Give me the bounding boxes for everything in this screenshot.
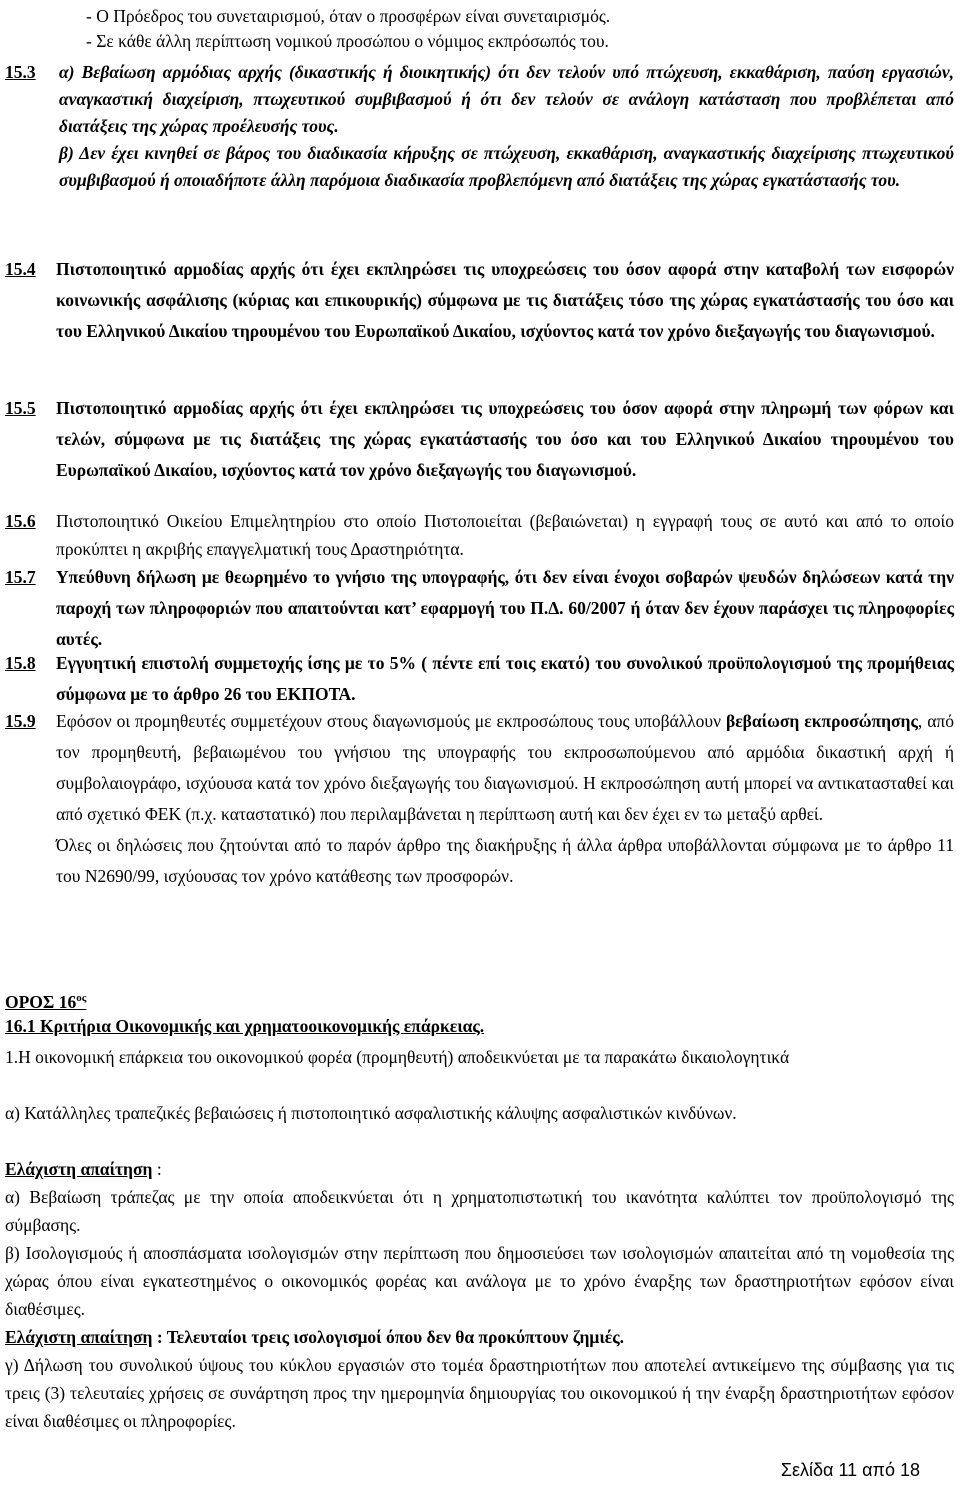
min-requirement-2: Ελάχιστη απαίτηση : Τελευταίοι τρεις ισολογισμοί όπου δεν θα προκύπτουν ζημιές. [5,1327,624,1347]
item-text: Εφόσον οι προμηθευτές συμμετέχουν στους διαγωνισμούς με εκπροσώπους τους υποβάλλουν βεβαίωση εκπροσώπησης, από τον προμηθευτή, βεβαιωμένου του γνήσιου της υπογραφής του εκπροσωπούμενου από αρμόδια δικαστική αρχή ή συμβολαιογράφο, ισχύουσα κατά τον χρόνο διεξαγωγής του διαγωνισμού. Η εκπροσώπηση αυτή μπορεί να αντικατασταθεί και από σχετικό ΦΕΚ (π.χ. καταστατικό) που περιλαμβάνεται η περίπτωση αυτή και δεν έχει εν τω μεταξύ αρθεί. [56,711,954,824]
item-15-7 [5,562,954,655]
item-text: Πιστοποιητικό αρμοδίας αρχής ότι έχει εκπληρώσει τις υποχρεώσεις του όσον αφορά στην καταβολή των εισφορών κοινωνικής ασφάλισης (κύριας και επικουρικής) σύμφωνα με τις διατάξεις τόσο της χώρας εγκατάστασής του όσο και του Ελληνικού Δικαίου τηρουμένου του Ευρωπαϊκού Δικαίου, ισχύοντος κατά τον χρόνο διεξαγωγής του διαγωνισμού. [56,259,954,341]
term-heading: ΟΡΟΣ $16^{o\varsigma}$ [5,991,87,1012]
item-15-8 [5,648,954,710]
min-requirement-1: Ελάχιστη απαίτηση : [5,1159,162,1179]
item-15-3 [5,59,954,194]
item-15-3-b: β) Δεν έχει κινηθεί σε βάρος του διαδικασία κήρυξης σε πτώχευση, εκκαθάριση, αναγκαστικής διαχείρισης πτωχευτικού συμβιβασμού ή οποιαδήποτε άλλη παρόμοια διαδικασία προβλεπόμενη από διατάξεις της χώρας εγκατάστασής του. [59,143,954,190]
item-text: Εγγυητική επιστολή συμμετοχής ίσης με το 5% ( πέντε επί τοις εκατό) του συνολικού προϋπολογισμού της προμήθειας σύμφωνα με το άρθρο 26 του ΕΚΠΟΤΑ. [56,653,954,704]
min-requirement-label: Ελάχιστη απαίτηση [5,1327,153,1347]
item-number: 15.8 [5,653,36,673]
paragraph-1: 1.Η οικονομική επάρκεια του οικονομικού φορέα (προμηθευτή) αποδεικνύεται με τα παρακάτω δικαιολογητικά [5,1047,790,1067]
representation-certificate: βεβαίωση εκπροσώπησης [725,711,918,731]
paragraph-2: α) Κατάλληλες τραπεζικές βεβαιώσεις ή πιστοποιητικό ασφαλιστικής κάλυψης ασφαλιστικών κινδύνων. [5,1103,737,1123]
item-number: 15.6 [5,511,36,531]
item-15-4 [5,254,954,347]
item-15-3-a: α) Βεβαίωση αρμόδιας αρχής (δικαστικής ή διοικητικής) ότι δεν τελούν υπό πτώχευση, εκκαθάριση, παύση εργασιών, αναγκαστική διαχείριση, πτωχευτικού συμβιβασμού ή ότι δεν τελούν σε ανάλογη κατάσταση που προβλέπεται από διατάξεις της χώρας προέλευσής τους. [59,62,954,136]
paragraph-5: γ) Δήλωση του συνολικού ύψους του κύκλου εργασιών στο τομέα δραστηριοτήτων που αποτελεί αντικείμενο της σύμβασης για τις τρεις (3) τελευταίες χρήσεις σε συνάρτηση προς την ημερομηνία δημιουργίας του οικονομικού ή την έναρξη δραστηριοτήτων εφόσον είναι διαθέσιμες οι πληροφορίες. [5,1355,954,1431]
paragraph-4: β) Ισολογισμούς ή αποσπάσματα ισολογισμών στην περίπτωση που δημοσιεύσει των ισολογισμών απαιτείται από τη νομοθεσία της χώρας όπου είναι εγκατεστημένος ο οικονομικός φορέας και ανάλογα με το χρόνο έναρξης των δραστηριοτήτων εφόσον είναι διαθέσιμες. [5,1243,954,1319]
item-number: 15.9 [5,711,36,731]
item-extra-text: Όλες οι δηλώσεις που ζητούνται από το παρόν άρθρο της διακήρυξης ή άλλα άρθρα υποβάλλονται σύμφωνα με το άρθρο 11 του Ν2690/99, ισχύουσας τον χρόνο κατάθεσης των προσφορών. [56,835,954,886]
intro-line-2: - Σε κάθε άλλη περίπτωση νομικού προσώπου ο νόμιμος εκπρόσωπός του. [86,31,609,51]
item-text: Υπεύθυνη δήλωση με θεωρημένο το γνήσιο της υπογραφής, ότι δεν είναι ένοχοι σοβαρών ψευδών δηλώσεων κατά την παροχή των πληροφοριών που απαιτούνται κατ’ εφαρμογή του Π.Δ. 60/2007 ή όταν δεν έχουν παράσχει τις πληροφορίες αυτές. [56,567,954,649]
item-15-6 [5,507,954,563]
item-15-9 [5,706,954,892]
page-number-footer: Σελίδα 11 από 18 [780,1460,920,1480]
item-text: Πιστοποιητικό αρμοδίας αρχής ότι έχει εκπληρώσει τις υποχρεώσεις του όσον αφορά στην πληρωμή των φόρων και τελών, σύμφωνα με τις διατάξεις της χώρας εγκατάστασής του όσο και του Ελληνικού Δικαίου τηρουμένου του Ευρωπαϊκού Δικαίου, ισχύοντος κατά τον χρόνο διεξαγωγής του διαγωνισμού. [56,398,954,480]
item-number: 15.4 [5,259,36,279]
intro-line-1: - Ο Πρόεδρος του συνεταιρισμού, όταν ο προσφέρων είναι συνεταιρισμός. [86,6,611,26]
item-number: 15.3 [5,62,36,82]
paragraph-3: α) Βεβαίωση τράπεζας με την οποία αποδεικνύεται ότι η χρηματοπιστωτική του ικανότητα καλύπτει τον προϋπολογισμό της σύμβασης. [5,1187,954,1235]
item-number: 15.7 [5,567,36,587]
item-number: 15.5 [5,398,36,418]
item-text: Πιστοποιητικό Οικείου Επιμελητηρίου στο οποίο Πιστοποιείται (βεβαιώνεται) η εγγραφή τους σε αυτό και από το οποίο προκύπτει η ακριβής επαγγελματική τους Δραστηριότητα. [56,511,954,559]
intro-lines [86,4,954,54]
min-requirement-label: Ελάχιστη απαίτηση [5,1159,153,1179]
item-15-5 [5,393,954,486]
section-title: 16.1 Κριτήρια Οικονομικής και χρηματοοικονομικής επάρκειας. [5,1016,485,1036]
